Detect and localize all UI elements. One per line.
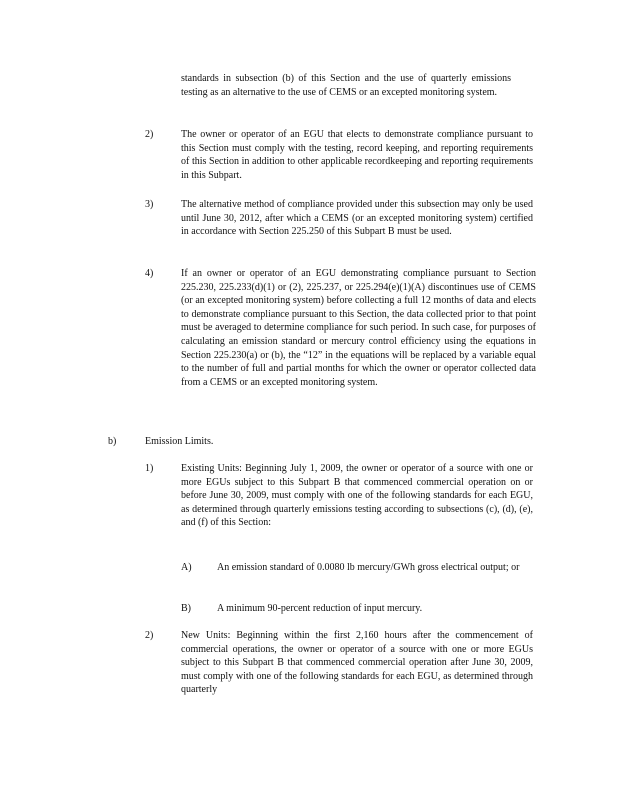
item-text: Existing Units: Beginning July 1, 2009, the owner or operator of a source with one or more EGUs subject to this Subpart B that commenced commercial operation on or before June 30, 2009, must comply with one of the following standards for each EGU, as determined through quarterly emissions testing according to subsections (c), (d), (e), and (f) of this Section:	[181, 463, 533, 529]
item-text: New Units: Beginning within the first 2,160 hours after the commencement of commercial operations, the owner or operator of a source with one or more EGUs subject to this Subpart B that commenced commercial operation after June 30, 2009, must comply with one of the following standards for each EGU, as determined through quarterly	[181, 630, 533, 696]
item-text: The alternative method of compliance provided under this subsection may only be used until June 30, 2012, after which a CEMS (or an excepted monitoring system) certified in accordance with Section 225.250 of this Subpart B must be used.	[181, 199, 533, 238]
subitem-letter: A)	[181, 562, 192, 573]
subitem-text: A minimum 90-percent reduction of input mercury.	[217, 603, 423, 614]
section-letter: b)	[108, 436, 117, 447]
continued-paragraph: standards in subsection (b) of this Section and the use of quarterly emissions testing as an alternative to the use of CEMS or an excepted monitoring system.	[181, 73, 511, 98]
item-number: 1)	[145, 463, 154, 474]
item-number: 2)	[145, 129, 154, 140]
item-text: If an owner or operator of an EGU demonstrating compliance pursuant to Section 225.230, 225.233(d)(1) or (2), 225.237, or 225.294(e)(1)(A) discontinues use of CEMS (or an excepted monitoring system) before collecting a full 12 months of data and elects to demonstrate compliance pursuant to this Section, the data collected prior to that point must be averaged to determine compliance for such period. In such case, for purposes of calculating an emission standard or mercury control efficiency using the equations in Section 225.230(a) or (b), the “12” in the equations will be replaced by a variable equal to the number of full and partial months for which the owner or operator collected data from a CEMS or an excepted monitoring system.	[181, 268, 536, 388]
item-number: 4)	[145, 268, 154, 279]
item-number: 2)	[145, 630, 154, 641]
section-heading: Emission Limits.	[145, 436, 214, 447]
subitem-letter: B)	[181, 603, 191, 614]
item-text: The owner or operator of an EGU that elects to demonstrate compliance pursuant to this Section must comply with the testing, record keeping, and reporting requirements of this Section in addition to other applicable recordkeeping and reporting requirements in this Subpart.	[181, 129, 533, 181]
subitem-text: An emission standard of 0.0080 lb mercury/GWh gross electrical output; or	[217, 562, 520, 573]
item-number: 3)	[145, 199, 154, 210]
